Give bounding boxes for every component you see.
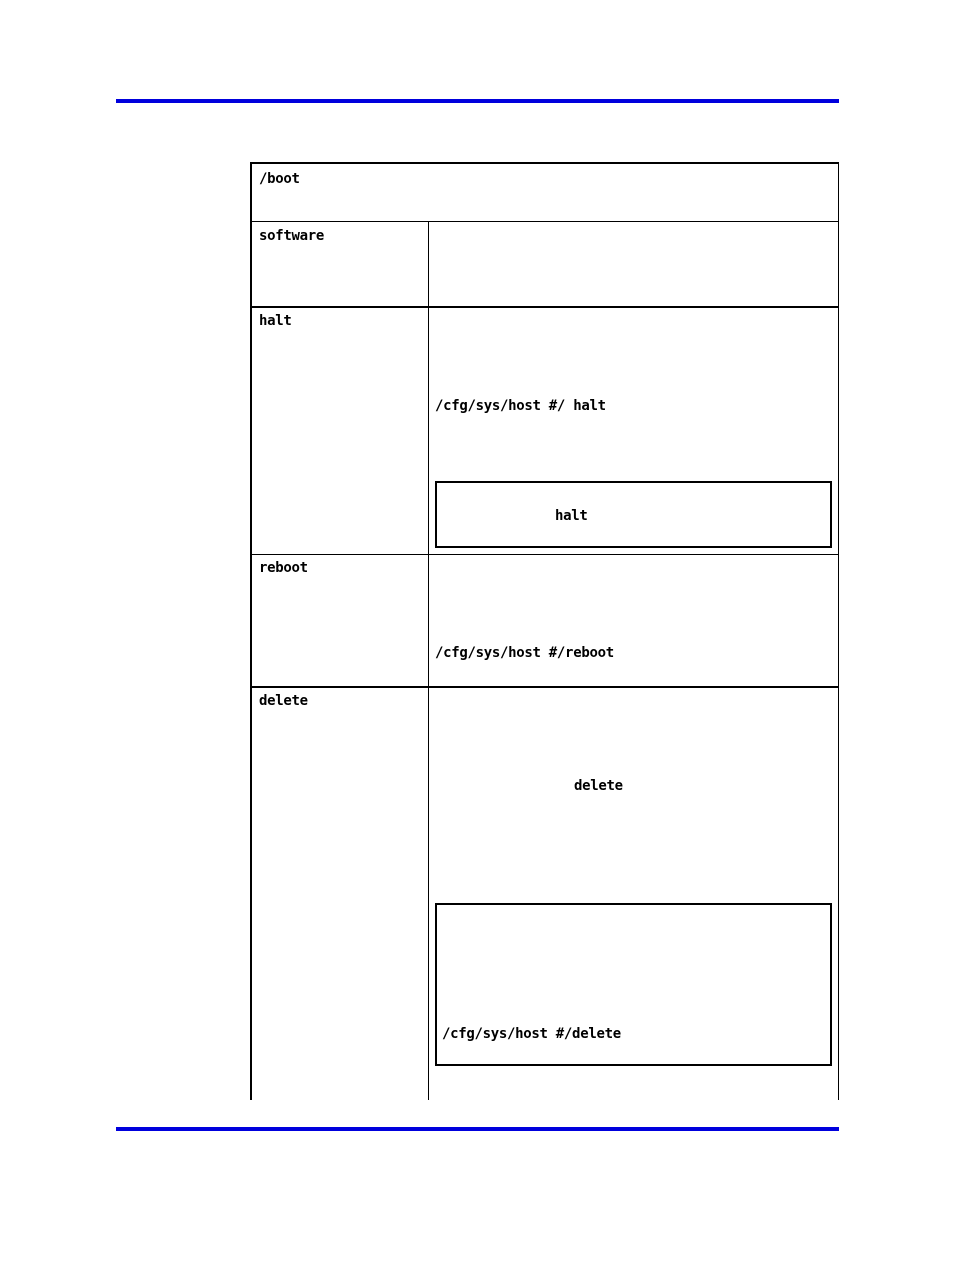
note-keyword: halt (555, 508, 588, 524)
description-cell (429, 222, 838, 306)
table-header-row (252, 164, 838, 222)
description-cell (429, 555, 838, 686)
description-cell (429, 308, 838, 554)
command-cell (252, 555, 429, 686)
inline-keyword: delete (574, 778, 623, 794)
command-name: delete (259, 693, 308, 709)
table-header-title: /boot (259, 171, 300, 187)
command-example: /cfg/sys/host #/ halt (435, 398, 606, 414)
command-cell (252, 308, 429, 554)
header-rule (116, 99, 839, 103)
command-cell (252, 222, 429, 306)
command-cell (252, 688, 429, 1100)
table-row-software (252, 222, 838, 308)
note-box (435, 903, 832, 1066)
command-example: /cfg/sys/host #/reboot (435, 645, 614, 661)
note-example: /cfg/sys/host #/delete (442, 1026, 621, 1042)
command-table (250, 162, 839, 1100)
table-row-reboot (252, 555, 838, 688)
description-cell (429, 688, 838, 1100)
command-name: halt (259, 313, 292, 329)
footer-rule (116, 1127, 839, 1131)
table-row-delete (252, 688, 838, 1100)
note-box (435, 481, 832, 548)
table-row-halt (252, 308, 838, 555)
command-name: software (259, 228, 325, 244)
command-name: reboot (259, 560, 308, 576)
